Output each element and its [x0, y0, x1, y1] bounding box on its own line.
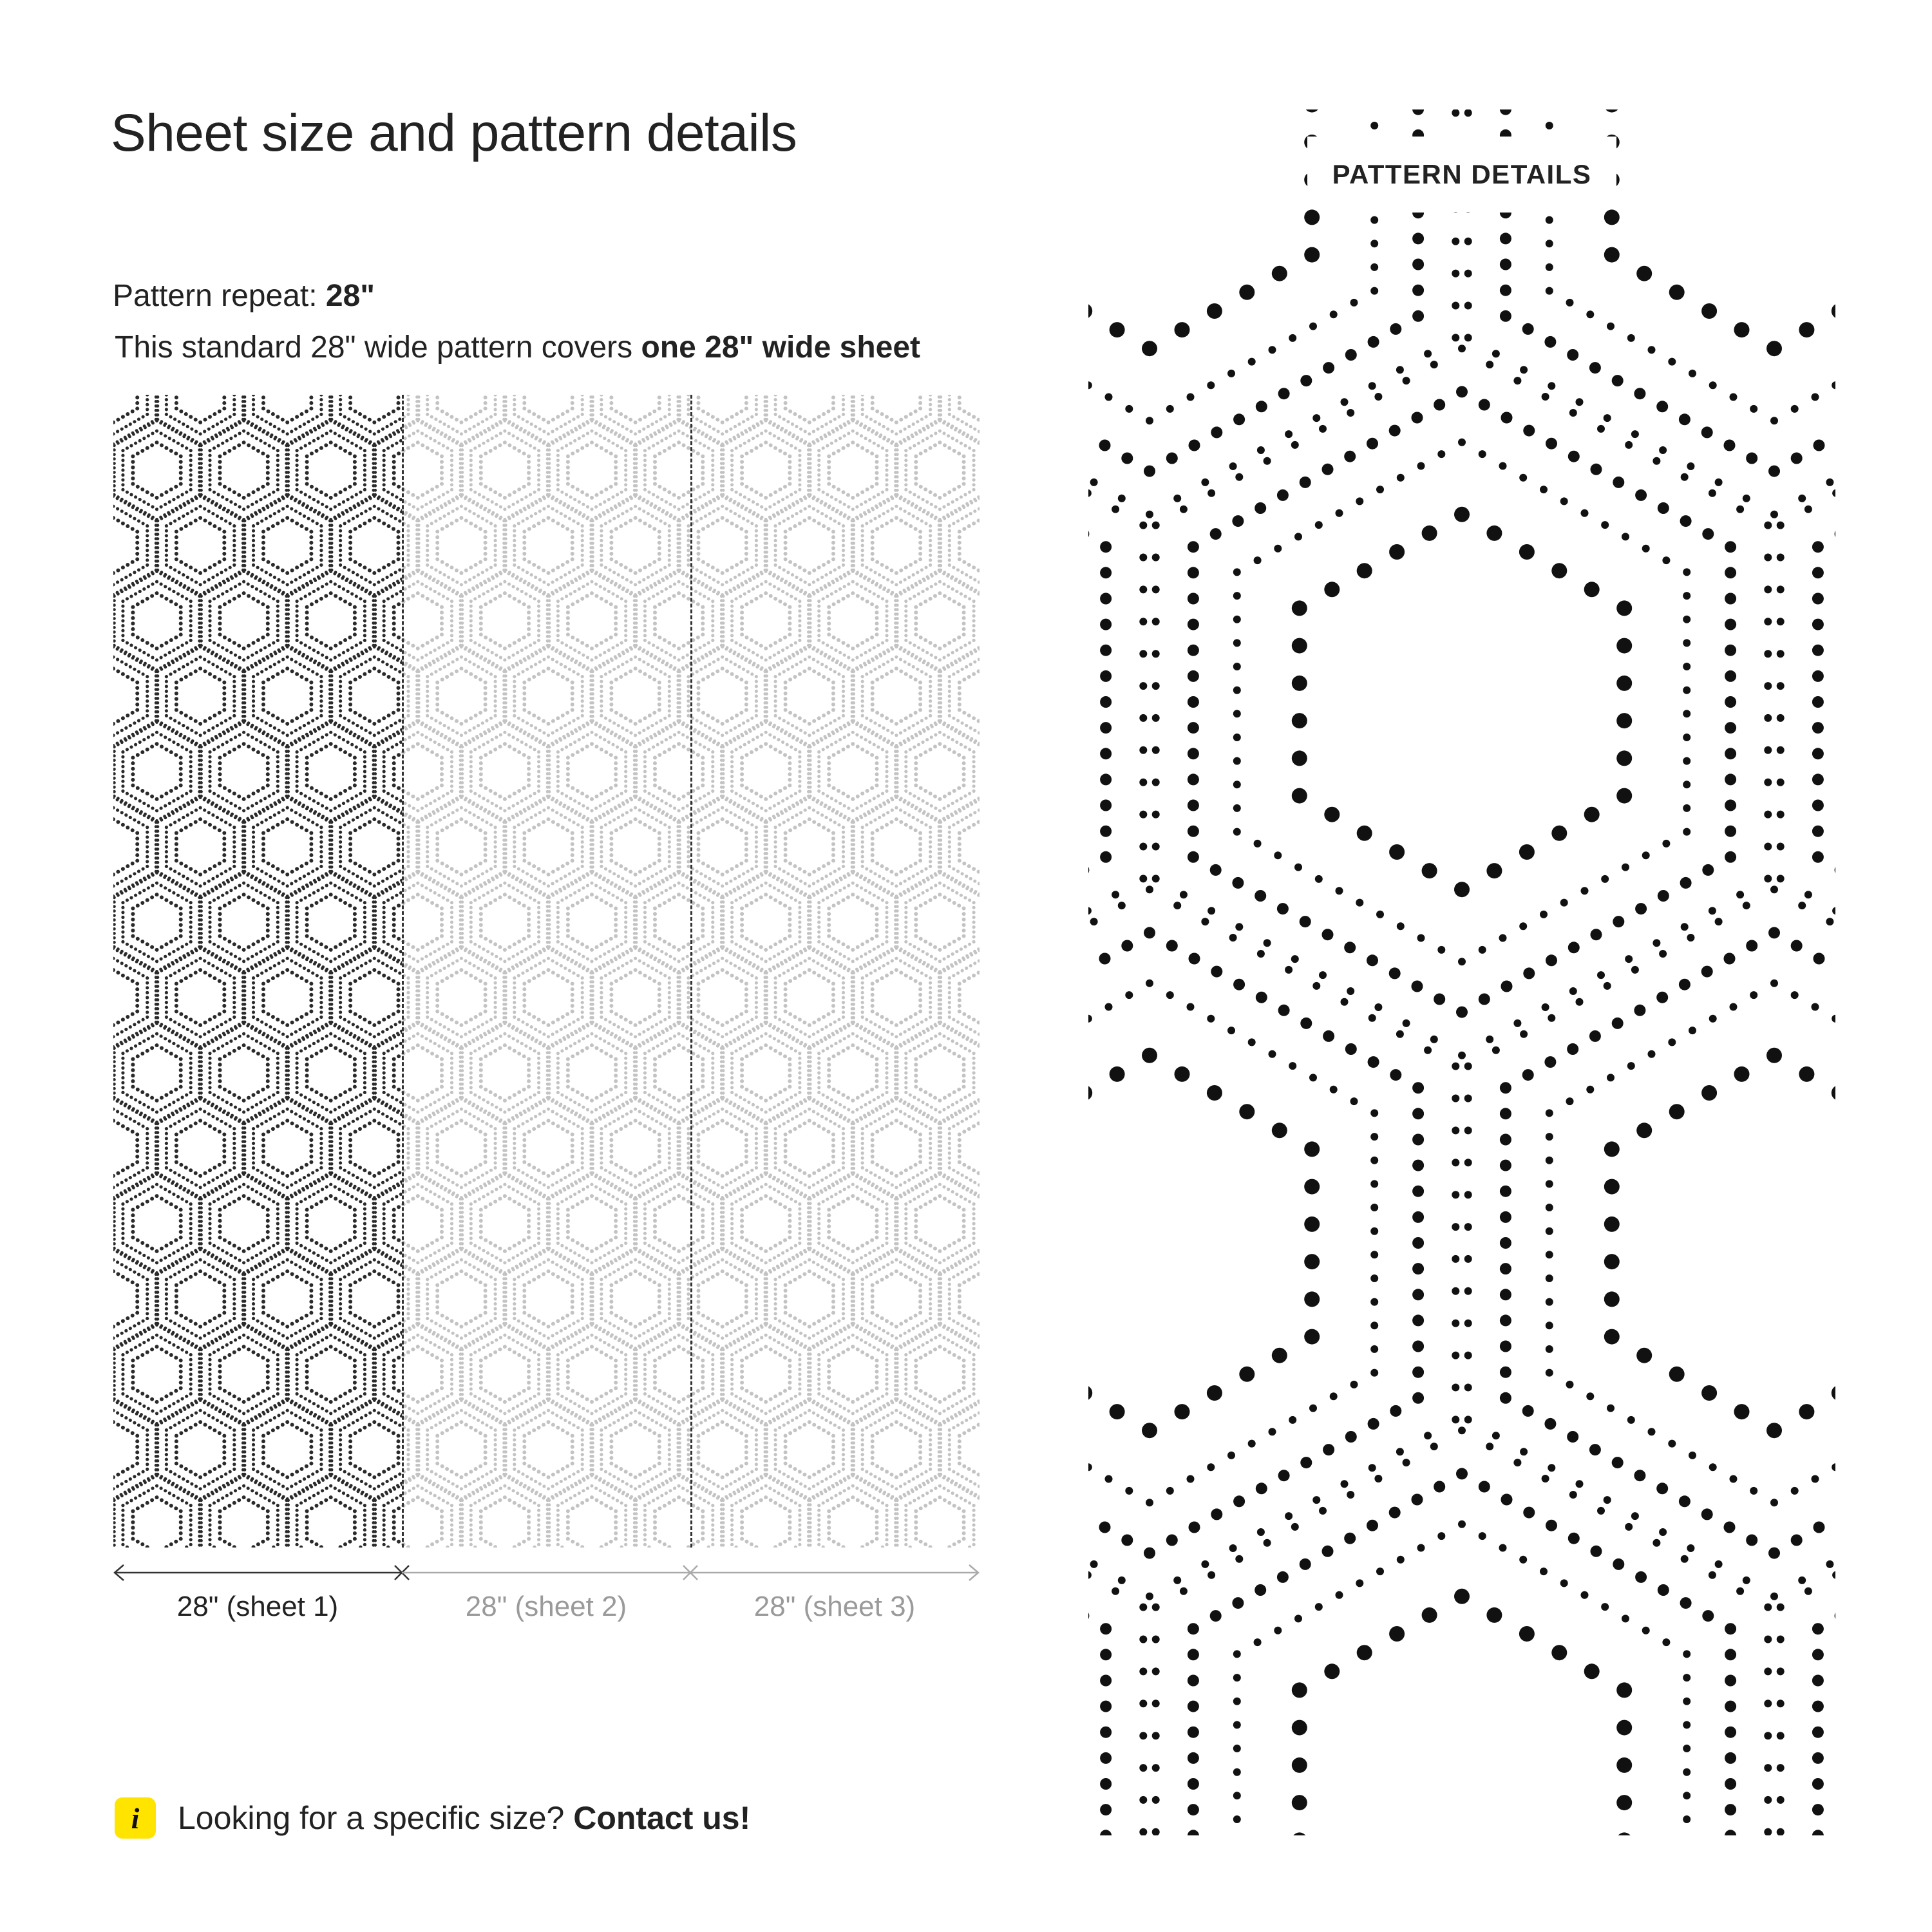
contact-us-link[interactable]: Contact us! — [573, 1800, 750, 1836]
info-question: Looking for a specific size? — [178, 1800, 564, 1836]
sheet-2-label: 28" (sheet 2) — [402, 1591, 690, 1623]
pattern-detail-panel — [1088, 109, 1835, 1835]
sheet-divider-2 — [690, 395, 692, 1548]
pattern-repeat — [113, 278, 375, 314]
sheet-width-dimensions — [113, 1560, 980, 1586]
pattern-details-tab — [1307, 137, 1616, 213]
coverage-emphasis: one 28" wide sheet — [641, 330, 920, 365]
info-row — [115, 1797, 750, 1839]
sheet-divider-1 — [402, 395, 404, 1548]
pattern-details-label: PATTERN DETAILS — [1332, 159, 1592, 190]
pattern-repeat-label: Pattern repeat: — [113, 279, 317, 313]
sheet-1-label: 28" (sheet 1) — [113, 1591, 402, 1623]
page-title: Sheet size and pattern details — [111, 103, 797, 164]
info-icon: i — [115, 1797, 156, 1839]
coverage-text: This standard 28" wide pattern covers — [115, 330, 632, 365]
dimension-arrows — [113, 1560, 980, 1586]
sheets-preview — [113, 395, 980, 1548]
pattern-detail-zoom — [1088, 109, 1835, 1835]
pattern-repeat-value: 28" — [326, 279, 375, 313]
sheet-3-label: 28" (sheet 3) — [690, 1591, 979, 1623]
info-message — [178, 1799, 750, 1837]
coverage-description — [115, 330, 920, 365]
